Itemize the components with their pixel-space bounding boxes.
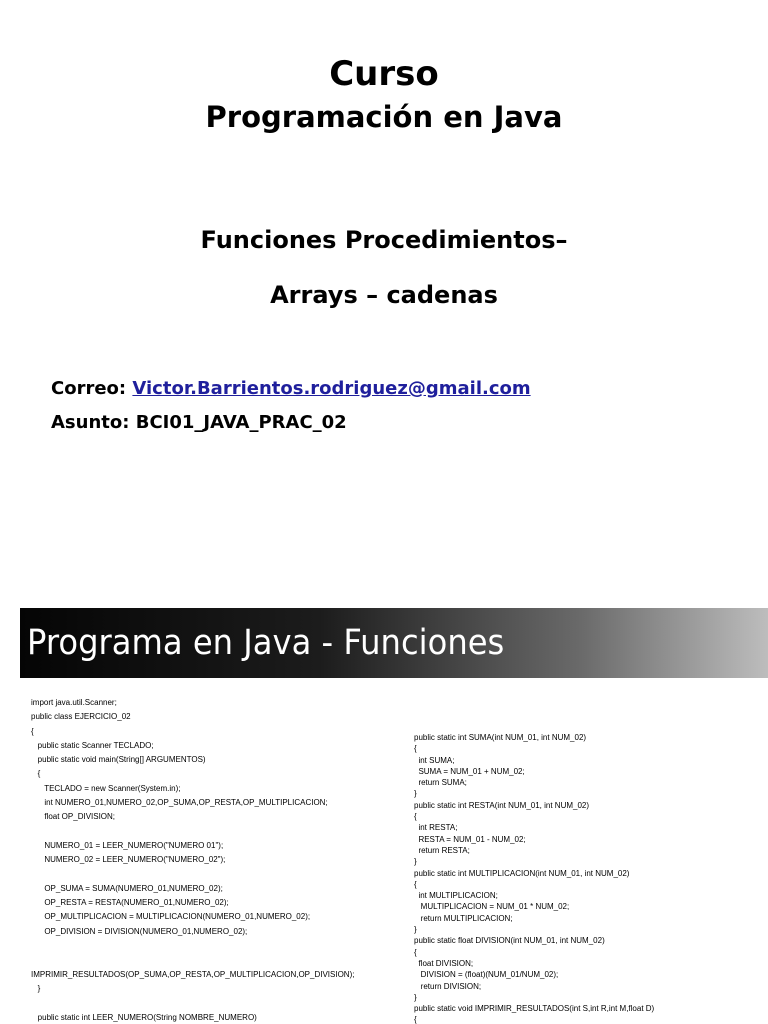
subject-row — [51, 411, 347, 435]
banner-title: Programa en Java - Funciones — [27, 623, 505, 663]
slide-subtitle: Programación en Java — [205, 100, 563, 134]
slide-title: Curso — [329, 54, 439, 94]
code-block-left: import java.util.Scanner; public class EJERCICIO_02 { public static Scanner TECLADO; public static void main(String[] ARGUMENTOS) { TECLADO = new Scanner(System.in); int NUMERO_01,NUMERO_02,OP_SUMA,OP_RESTA,OP_MULTIPLICACION; float OP_DIVISION; NUMERO_01 = LEER_NUMERO("NUMERO 01"); NUMERO_02 = LEER_NUMERO("NUMERO_02"); OP_SUMA = SUMA(NUMERO_01,NUMERO_02); OP_RESTA = RESTA(NUMERO_01,NUMERO_02); OP_MULTIPLICACION = MULTIPLICACION(NUMERO_01,NUMERO_02); OP_DIVISION = DIVISION(NUMERO_01,NUMERO_02); IMPRIMIR_RESULTADOS(OP_SUMA,OP_RESTA,OP_MULTIPLICACION,OP_DIVISION); } public static int LEER_NUMERO(String NOMBRE_NUMERO) — [31, 698, 355, 1022]
code-block-right: public static int SUMA(int NUM_01, int NUM_02) { int SUMA; SUMA = NUM_01 + NUM_02; return SUMA; } public static int RESTA(int NUM_01, int NUM_02) { int RESTA; RESTA = NUM_01 - NUM_02; return RESTA; } public static int MULTIPLICACION(int NUM_01, int NUM_02) { int MULTIPLICACION; MULTIPLICACION = NUM_01 * NUM_02; return MULTIPLICACION; } public static float DIVISION(int NUM_01, int NUM_02) { float DIVISION; DIVISION = (float)(NUM_01/NUM_02); return DIVISION; } public static void IMPRIMIR_RESULTADOS(int S,int R,int M,float D) { — [414, 733, 655, 1024]
email-row — [51, 377, 531, 401]
topic-line-2: Arrays – cadenas — [270, 281, 498, 309]
subject-label: Asunto: — [51, 412, 130, 433]
section-banner — [20, 608, 768, 678]
subject-value: BCI01_JAVA_PRAC_02 — [135, 412, 347, 433]
email-link[interactable]: Victor.Barrientos.rodriguez@gmail.com — [132, 378, 531, 399]
email-label: Correo: — [51, 378, 127, 399]
topic-line-1: Funciones Procedimientos– — [200, 226, 568, 254]
